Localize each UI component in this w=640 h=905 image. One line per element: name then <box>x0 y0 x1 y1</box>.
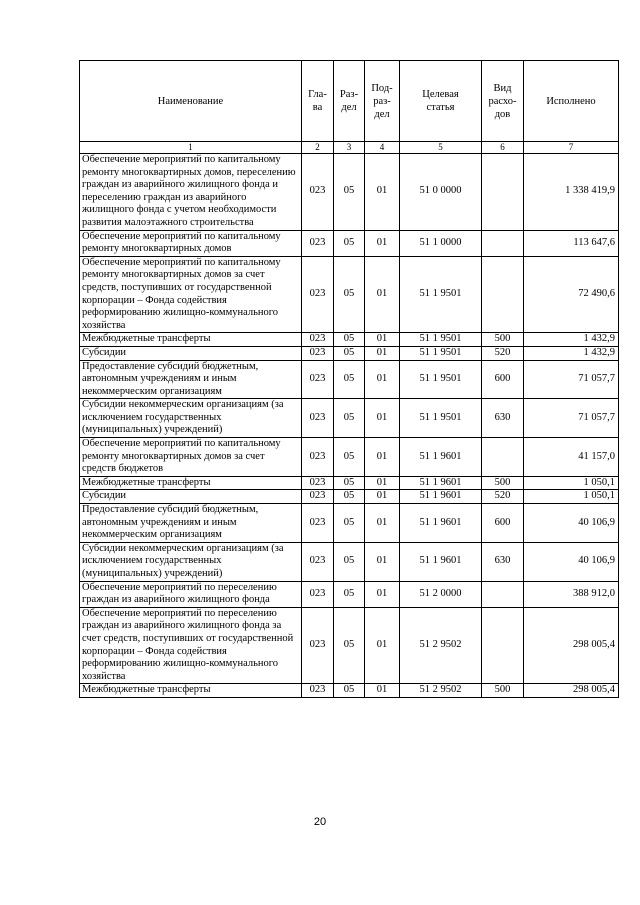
row-glava-cell: 023 <box>302 542 334 581</box>
row-razdel-cell: 05 <box>334 581 365 607</box>
row-name-cell: Субсидии <box>80 490 302 504</box>
row-name-cell: Субсидии <box>80 346 302 360</box>
row-vid-cell <box>482 438 524 477</box>
header-vid: Вид расхо- дов <box>482 61 524 142</box>
row-statya-cell: 51 1 9501 <box>400 346 482 360</box>
table-row <box>80 476 619 490</box>
page-number: 20 <box>313 816 327 828</box>
row-statya-cell: 51 1 9601 <box>400 438 482 477</box>
row-statya-cell: 51 1 9601 <box>400 476 482 490</box>
row-vid-cell: 600 <box>482 504 524 543</box>
row-glava-cell: 023 <box>302 504 334 543</box>
row-name-cell: Межбюджетные трансферты <box>80 684 302 698</box>
row-name-cell: Предоставление субсидий бюджетным, автономным учреждениям и иным некоммерческим организациям <box>80 360 302 399</box>
row-statya-cell: 51 2 0000 <box>400 581 482 607</box>
row-razdel-cell: 05 <box>334 154 365 231</box>
row-amount-cell: 298 005,4 <box>524 607 619 684</box>
header-razdel: Раз- дел <box>334 61 365 142</box>
column-number: 7 <box>524 142 619 154</box>
header-row <box>80 61 619 142</box>
row-podrazdel-cell: 01 <box>365 346 400 360</box>
row-name-cell: Обеспечение мероприятий по капитальному ремонту многоквартирных домов <box>80 230 302 256</box>
row-vid-cell <box>482 154 524 231</box>
column-number: 4 <box>365 142 400 154</box>
row-podrazdel-cell: 01 <box>365 230 400 256</box>
header-podrazdel: Под- раз- дел <box>365 61 400 142</box>
column-number: 3 <box>334 142 365 154</box>
table-row <box>80 490 619 504</box>
row-glava-cell: 023 <box>302 346 334 360</box>
row-razdel-cell: 05 <box>334 490 365 504</box>
row-glava-cell: 023 <box>302 230 334 256</box>
row-amount-cell: 40 106,9 <box>524 504 619 543</box>
row-name-cell: Обеспечение мероприятий по капитальному ремонту многоквартирных домов за счет средств бюджетов <box>80 438 302 477</box>
row-name-cell: Субсидии некоммерческим организациям (за исключением государственных (муниципальных) учреждений) <box>80 399 302 438</box>
row-vid-cell <box>482 230 524 256</box>
table-row <box>80 684 619 698</box>
row-vid-cell: 500 <box>482 333 524 347</box>
table-row <box>80 607 619 684</box>
row-statya-cell: 51 1 9501 <box>400 360 482 399</box>
row-podrazdel-cell: 01 <box>365 438 400 477</box>
row-podrazdel-cell: 01 <box>365 360 400 399</box>
row-podrazdel-cell: 01 <box>365 684 400 698</box>
row-amount-cell: 1 432,9 <box>524 333 619 347</box>
budget-execution-table <box>79 60 619 698</box>
row-vid-cell <box>482 581 524 607</box>
row-vid-cell: 500 <box>482 476 524 490</box>
table-row <box>80 581 619 607</box>
row-razdel-cell: 05 <box>334 256 365 333</box>
row-statya-cell: 51 1 9601 <box>400 490 482 504</box>
row-podrazdel-cell: 01 <box>365 542 400 581</box>
row-name-cell: Обеспечение мероприятий по капитальному ремонту многоквартирных домов, переселению граждан из аварийного жилищного фонда и переселению граждан из аварийного жилищного фонда с учетом необходимости развития малоэтажного строительства <box>80 154 302 231</box>
row-amount-cell: 388 912,0 <box>524 581 619 607</box>
row-vid-cell: 630 <box>482 542 524 581</box>
row-glava-cell: 023 <box>302 490 334 504</box>
row-amount-cell: 71 057,7 <box>524 360 619 399</box>
table-row <box>80 230 619 256</box>
table-row <box>80 333 619 347</box>
row-name-cell: Обеспечение мероприятий по капитальному ремонту многоквартирных домов за счет средств, поступивших от государственной корпорации – Фонда содействия реформированию жилищно-коммунального хозяйства <box>80 256 302 333</box>
table-row <box>80 360 619 399</box>
row-podrazdel-cell: 01 <box>365 333 400 347</box>
row-amount-cell: 1 432,9 <box>524 346 619 360</box>
header-amount: Исполнено <box>524 61 619 142</box>
row-name-cell: Межбюджетные трансферты <box>80 333 302 347</box>
row-razdel-cell: 05 <box>334 438 365 477</box>
column-number-row <box>80 142 619 154</box>
row-razdel-cell: 05 <box>334 399 365 438</box>
row-glava-cell: 023 <box>302 607 334 684</box>
row-razdel-cell: 05 <box>334 504 365 543</box>
row-name-cell: Обеспечение мероприятий по переселению граждан из аварийного жилищного фонда <box>80 581 302 607</box>
row-glava-cell: 023 <box>302 684 334 698</box>
row-vid-cell: 520 <box>482 346 524 360</box>
table-row <box>80 346 619 360</box>
row-glava-cell: 023 <box>302 581 334 607</box>
column-number: 6 <box>482 142 524 154</box>
row-statya-cell: 51 2 9502 <box>400 607 482 684</box>
row-razdel-cell: 05 <box>334 684 365 698</box>
row-statya-cell: 51 1 0000 <box>400 230 482 256</box>
row-razdel-cell: 05 <box>334 360 365 399</box>
row-statya-cell: 51 1 9501 <box>400 333 482 347</box>
row-razdel-cell: 05 <box>334 542 365 581</box>
table-row <box>80 542 619 581</box>
column-number: 5 <box>400 142 482 154</box>
table-body <box>80 154 619 698</box>
header-name: Наименование <box>80 61 302 142</box>
header-glava: Гла- ва <box>302 61 334 142</box>
row-glava-cell: 023 <box>302 476 334 490</box>
row-razdel-cell: 05 <box>334 230 365 256</box>
row-glava-cell: 023 <box>302 256 334 333</box>
row-name-cell: Субсидии некоммерческим организациям (за исключением государственных (муниципальных) учреждений) <box>80 542 302 581</box>
row-amount-cell: 72 490,6 <box>524 256 619 333</box>
row-amount-cell: 1 338 419,9 <box>524 154 619 231</box>
row-statya-cell: 51 1 9601 <box>400 504 482 543</box>
table-row <box>80 256 619 333</box>
table-row <box>80 399 619 438</box>
row-statya-cell: 51 1 9501 <box>400 256 482 333</box>
row-name-cell: Межбюджетные трансферты <box>80 476 302 490</box>
row-amount-cell: 1 050,1 <box>524 490 619 504</box>
row-podrazdel-cell: 01 <box>365 490 400 504</box>
row-glava-cell: 023 <box>302 333 334 347</box>
row-amount-cell: 40 106,9 <box>524 542 619 581</box>
row-razdel-cell: 05 <box>334 607 365 684</box>
row-podrazdel-cell: 01 <box>365 581 400 607</box>
row-statya-cell: 51 2 9502 <box>400 684 482 698</box>
table-row <box>80 154 619 231</box>
column-number: 2 <box>302 142 334 154</box>
row-glava-cell: 023 <box>302 360 334 399</box>
row-glava-cell: 023 <box>302 154 334 231</box>
row-razdel-cell: 05 <box>334 346 365 360</box>
row-amount-cell: 71 057,7 <box>524 399 619 438</box>
row-statya-cell: 51 1 9501 <box>400 399 482 438</box>
row-amount-cell: 298 005,4 <box>524 684 619 698</box>
row-podrazdel-cell: 01 <box>365 256 400 333</box>
row-name-cell: Обеспечение мероприятий по переселению граждан из аварийного жилищного фонда за счет средств, поступивших от государственной корпорации – Фонда содействия реформированию жилищно-коммунального хозяйства <box>80 607 302 684</box>
row-vid-cell: 500 <box>482 684 524 698</box>
row-vid-cell <box>482 256 524 333</box>
row-glava-cell: 023 <box>302 438 334 477</box>
row-statya-cell: 51 1 9601 <box>400 542 482 581</box>
row-podrazdel-cell: 01 <box>365 476 400 490</box>
row-podrazdel-cell: 01 <box>365 399 400 438</box>
row-vid-cell: 600 <box>482 360 524 399</box>
row-podrazdel-cell: 01 <box>365 154 400 231</box>
row-name-cell: Предоставление субсидий бюджетным, автономным учреждениям и иным некоммерческим организациям <box>80 504 302 543</box>
row-razdel-cell: 05 <box>334 476 365 490</box>
row-amount-cell: 113 647,6 <box>524 230 619 256</box>
header-statya: Целевая статья <box>400 61 482 142</box>
row-podrazdel-cell: 01 <box>365 607 400 684</box>
row-vid-cell <box>482 607 524 684</box>
row-statya-cell: 51 0 0000 <box>400 154 482 231</box>
row-amount-cell: 1 050,1 <box>524 476 619 490</box>
table-row <box>80 438 619 477</box>
column-number: 1 <box>80 142 302 154</box>
row-vid-cell: 630 <box>482 399 524 438</box>
row-vid-cell: 520 <box>482 490 524 504</box>
row-podrazdel-cell: 01 <box>365 504 400 543</box>
row-amount-cell: 41 157,0 <box>524 438 619 477</box>
row-glava-cell: 023 <box>302 399 334 438</box>
table-row <box>80 504 619 543</box>
row-razdel-cell: 05 <box>334 333 365 347</box>
